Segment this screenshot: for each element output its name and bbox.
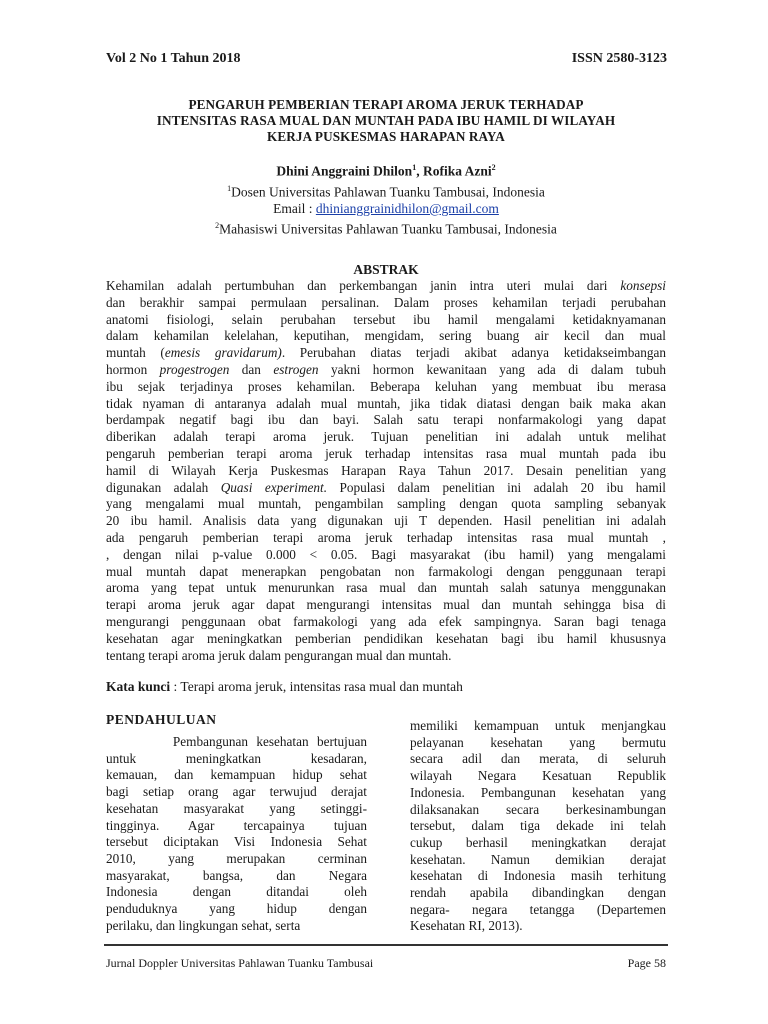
right-column-line: secara adil dan merata, di seluruh (410, 751, 666, 767)
abstract-line (106, 278, 666, 295)
left-column-line: Pembangunan kesehatan bertujuan (106, 734, 367, 749)
abstract-line (106, 412, 666, 429)
right-column (410, 718, 666, 935)
abstract-line (106, 463, 666, 480)
left-column-line: tersebut diciptakan Visi Indonesia Sehat (106, 834, 367, 850)
left-column (106, 734, 367, 934)
abstract-text: dan berakhir sampai permulaan persalinan. Dalam proses kehamilan terjadi perubahan (106, 294, 666, 310)
author-2: Rofika Azni (422, 163, 492, 179)
email-link[interactable]: dhinianggrainidhilon@gmail.com (315, 201, 499, 216)
right-column-line: kesehatan di Indonesia masih terhitung (410, 868, 666, 884)
affiliation-1-text: Dosen Universitas Pahlawan Tuanku Tambusai, Indonesia (231, 184, 545, 199)
author-2-sup: 2 (491, 163, 496, 172)
abstract-emphasis: progestrogen (159, 361, 230, 377)
abstract-text: , dengan nilai p-value 0.000 < 0.05. Bagi masyarakat (ibu hamil) yang mengalami (106, 546, 666, 562)
abstract-heading: ABSTRAK (353, 262, 419, 277)
abstract-line (106, 429, 666, 446)
paper-title (106, 97, 666, 145)
title-line: PENGARUH PEMBERIAN TERAPI AROMA JERUK TERHADAP (188, 97, 584, 112)
abstract-text: yang mengalami mual muntah, pengambilan sampling dengan quota sampling sebanyak (106, 496, 666, 512)
abstract-line (106, 345, 666, 362)
abstract-text: hormon (106, 361, 160, 377)
abstract-line (106, 496, 666, 513)
left-column-line: masyarakat, bangsa, dan Negara (106, 867, 367, 883)
abstract-line (106, 295, 666, 312)
left-column-line: Indonesia dengan ditandai oleh (106, 884, 367, 900)
abstract-text: pengaruh pemberian terapi aroma jeruk terhadap intensitas rasa mual muntah pada ibu (106, 445, 666, 461)
abstract-line (106, 564, 666, 581)
abstract-line (106, 446, 666, 463)
abstract-line (106, 312, 666, 329)
right-column-line: tersebut, dalam tiga dekade ini telah (410, 818, 666, 834)
left-column-line: kemauan, dan kemampuan hidup sehat (106, 767, 367, 783)
abstract-text: tidak nyaman di antaranya adalah mual muntah, jika tidak diatasi dengan baik maka akan (106, 395, 666, 411)
right-column-line: negara- negara tetangga (Departemen (410, 901, 666, 917)
abstract-line (106, 362, 666, 379)
footer-divider (104, 944, 668, 946)
title-line: KERJA PUSKESMAS HARAPAN RAYA (267, 129, 505, 144)
left-column-line: bagi setiap orang agar terwujud derajat (106, 784, 367, 800)
abstract-text: terapi aroma jeruk agar dapat mengurangi intensitas mual dan muntah sehingga bisa di (106, 597, 666, 613)
abstract-body (106, 278, 666, 664)
left-column-line: penduduknya yang hidup dengan (106, 901, 367, 917)
right-column-line: pelayanan kesehatan yang bermutu (410, 734, 666, 750)
keywords (106, 679, 666, 695)
abstract-emphasis: Quasi experiment. (220, 479, 328, 495)
abstract-text: dalam kehamilan kelelahan, keputihan, mengidam, sering buang air kecil dan mual (106, 328, 666, 344)
abstract-text: diberikan adalah terapi aroma jeruk. Tujuan penelitian ini adalah untuk melihat (106, 429, 666, 445)
right-column-line: cukup berhasil meningkatkan derajat (410, 834, 666, 850)
author-block (106, 159, 666, 238)
left-column-line: 2010, yang merupakan cerminan (106, 850, 367, 866)
left-column-line: perilaku, dan lingkungan sehat, serta (106, 917, 301, 933)
email-label: Email : (273, 201, 316, 216)
keywords-label: Kata kunci (106, 679, 171, 694)
right-column-line: dilaksanakan secara berkesinambungan (410, 801, 666, 817)
right-column-line: rendah apabila dibandingkan dengan (410, 885, 666, 901)
right-column-line: memiliki kemampuan untuk menjangkau (410, 718, 666, 733)
affiliation-1-sup: 1 (227, 183, 232, 193)
abstract-text: ibu sejak terjadinya proses kehamilan. Beberapa keluhan yang membuat ibu merasa (106, 378, 666, 394)
abstract-line (106, 379, 666, 396)
author-names (106, 159, 666, 180)
footer-page: Page 58 (627, 956, 666, 970)
abstract-text: Kehamilan adalah pertumbuhan dan perkembangan janin intra uteri mulai dari (106, 278, 621, 293)
journal-volume: Vol 2 No 1 Tahun 2018 (106, 51, 241, 66)
right-column-line: wilayah Negara Kesatuan Republik (410, 768, 666, 784)
abstract-text: kesehatan agar meningkatkan pemberian pendidikan kesehatan bagi ibu hamil khususnya (106, 630, 666, 646)
abstract-text: 20 ibu hamil. Analisis data yang digunakan uji T dependen. Hasil penelitian ini adalah (106, 513, 666, 529)
right-column-line: Indonesia. Pembangunan kesehatan yang (410, 784, 666, 800)
abstract-text: yakni hormon kewanitaan yang ada di dalam tubuh (318, 361, 666, 377)
affiliation-2 (106, 217, 666, 238)
abstract-text: mengurangi penggunaan obat farmakologi yang ada efek sampingnya. Saran bagi tenaga (106, 613, 666, 629)
journal-issn: ISSN 2580-3123 (571, 51, 667, 66)
affiliation-1 (106, 180, 666, 201)
abstract-text: muntah ( (106, 345, 165, 361)
left-column-line: tingginya. Agar tercapainya tujuan (106, 817, 367, 833)
abstract-text: tentang terapi aroma jeruk dalam pengurangan mual dan muntah. (106, 647, 452, 663)
abstract-line (106, 547, 666, 564)
abstract-line (106, 480, 666, 497)
abstract-line (106, 396, 666, 413)
abstract-text: aroma yang tepat untuk menurunkan rasa mual dan muntah salah satunya menggunakan (106, 580, 666, 596)
author-1: Dhini Anggraini Dhilon (276, 163, 413, 179)
right-column-line: Kesehatan RI, 2013). (410, 918, 523, 934)
abstract-text: dan (229, 361, 274, 377)
keywords-text: : Terapi aroma jeruk, intensitas rasa mual dan muntah (170, 679, 463, 694)
abstract-line (106, 597, 666, 614)
abstract-text: berdampak negatif bagi ibu dan bayi. Salah satu terapi nonfarmakologi yang dapat (106, 412, 666, 428)
abstract-line (106, 580, 666, 597)
abstract-text: ada pengaruh pemberian terapi aroma jeruk terhadap intensitas rasa mual muntah , (106, 529, 666, 545)
abstract-line (106, 648, 666, 665)
section-heading: PENDAHULUAN (106, 712, 217, 727)
title-line: INTENSITAS RASA MUAL DAN MUNTAH PADA IBU HAMIL DI WILAYAH (156, 113, 616, 128)
abstract-text: digunakan adalah (106, 479, 221, 495)
footer-journal: Jurnal Doppler Universitas Pahlawan Tuanku Tambusai (106, 956, 374, 970)
abstract-text: hamil di Wilayah Kerja Puskesmas Harapan Raya Tahun 2017. Desain penelitian yang (106, 462, 666, 478)
abstract-line (106, 614, 666, 631)
abstract-emphasis: emesis gravidarum) (164, 345, 282, 361)
right-column-line: kesehatan. Namun demikian derajat (410, 851, 666, 867)
abstract-text: anatomi fisiologi, selain perubahan tersebut ibu hamil mengalami ketidaknyamanan (106, 311, 666, 327)
email-line (106, 200, 666, 217)
author-separator: , (416, 163, 423, 179)
abstract-line (106, 530, 666, 547)
affiliation-2-text: Mahasiswi Universitas Pahlawan Tuanku Tambusai, Indonesia (219, 221, 557, 237)
abstract-line (106, 328, 666, 345)
affiliation-2-sup: 2 (215, 221, 220, 230)
abstract-emphasis: konsepsi (620, 278, 666, 293)
abstract-line (106, 513, 666, 530)
abstract-text: . Perubahan diatas terjadi akibat adanya ketidakseimbangan (281, 345, 666, 361)
abstract-line (106, 631, 666, 648)
left-column-line: untuk meningkatkan kesadaran, (106, 750, 367, 766)
author-1-sup: 1 (412, 163, 417, 172)
abstract-text: mual muntah dapat menerapkan pengobatan non farmakologi dengan penggunaan terapi (106, 563, 666, 579)
left-column-line: kesehatan masyarakat yang setinggi- (106, 800, 367, 816)
abstract-text: Populasi dalam penelitian ini adalah 20 ibu hamil (327, 479, 666, 495)
abstract-emphasis: estrogen (273, 361, 319, 377)
